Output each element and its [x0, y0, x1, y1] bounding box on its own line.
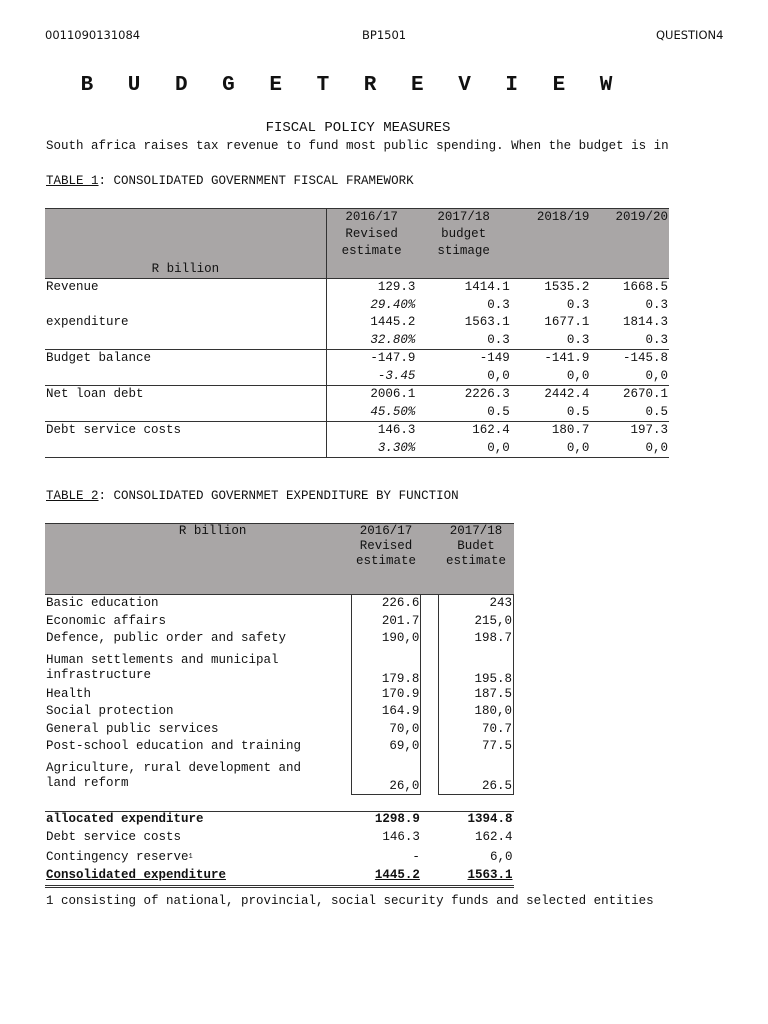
table-subrow: 32.80% 0.3 0.3 0.3 [45, 332, 669, 350]
table-subrow: 45.50% 0.5 0.5 0.5 [45, 404, 669, 422]
table-row: Budget balance -147.9 -149 -141.9 -145.8 [45, 350, 669, 368]
table-row: Social protection 164.9 180,0 [45, 704, 514, 722]
table-subrow: -3.45 0,0 0,0 0,0 [45, 368, 669, 386]
allocated-expenditure-row: allocated expenditure 1298.9 1394.8 [45, 812, 514, 830]
table-subrow: 3.30% 0,0 0,0 0,0 [45, 440, 669, 458]
table-row: Human settlements and municipal infrastructure 179.8 195.8 [45, 649, 514, 687]
document-title: B U D G E T R E V I E W [80, 74, 624, 97]
document-subtitle: FISCAL POLICY MEASURES [265, 120, 451, 136]
col-header-2017-18: 2017/18 budget stimage [416, 209, 510, 279]
col-header-2016-17: 2016/17 Revised estimate [351, 524, 421, 595]
consolidated-expenditure-row: Consolidated expenditure 1445.2 1563.1 [45, 868, 514, 887]
table-row: Post-school education and training 69,0 77.5 [45, 739, 514, 757]
col-header-2017-18: 2017/18 Budet estimate [439, 524, 514, 595]
unit-label: R billion [45, 209, 326, 279]
col-header-2019-20: 2019/20 [590, 209, 669, 279]
col-header-2018-19: 2018/19 [511, 209, 591, 279]
expenditure-by-function-table [45, 523, 514, 888]
table-row: Agriculture, rural development and land reform 26,0 26.5 [45, 757, 514, 795]
fiscal-framework-table [45, 208, 669, 458]
intro-paragraph: South africa raises tax revenue to fund most public spending. When the budget is in [46, 139, 669, 153]
debt-service-row: Debt service costs 146.3 162.4 [46, 829, 513, 844]
unit-label: R billion [45, 524, 351, 595]
table-row: Health 170.9 187.5 [45, 687, 514, 705]
table-row: Net loan debt 2006.1 2226.3 2442.4 2670.1 [45, 386, 669, 404]
table-row: Defence, public order and safety 190,0 198.7 [45, 631, 514, 649]
table2-caption: TABLE 2: CONSOLIDATED GOVERNMET EXPENDITURE BY FUNCTION [46, 489, 459, 503]
table-row: Debt service costs 146.3 162.4 180.7 197.3 [45, 422, 669, 440]
footnote: 1 consisting of national, provincial, social security funds and selected entities [46, 894, 654, 908]
course-code: BP1501 [362, 28, 407, 42]
table-row: expenditure 1445.2 1563.1 1677.1 1814.3 [45, 314, 669, 332]
table-row: Economic affairs 201.7 215,0 [45, 614, 514, 632]
footnote-marker: 1 [188, 853, 193, 861]
table-row: Basic education 226.6 243 [45, 595, 514, 614]
question-label: QUESTION4 [656, 28, 724, 42]
table1-caption: TABLE 1: CONSOLIDATED GOVERNMENT FISCAL FRAMEWORK [46, 174, 414, 188]
table-row: Revenue 129.3 1414.1 1535.2 1668.5 [45, 279, 669, 297]
col-header-2016-17: 2016/17 Revised estimate [326, 209, 416, 279]
table-subrow: 29.40% 0.3 0.3 0.3 [45, 297, 669, 315]
table-row: General public services 70,0 70.7 [45, 722, 514, 740]
contingency-row: Contingency reserve$^1$ - 6,0 [46, 850, 513, 864]
student-number: 0011090131084 [45, 28, 141, 42]
